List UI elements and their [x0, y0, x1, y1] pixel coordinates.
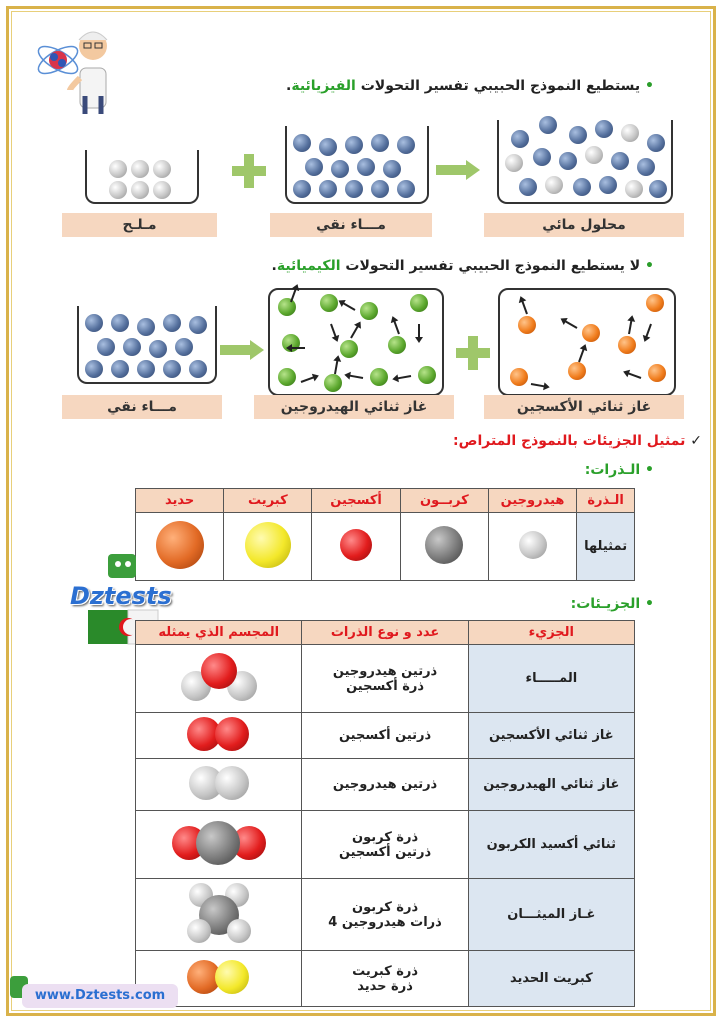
atom-count-line: 4 ذرات هيدروجين [328, 914, 442, 930]
chemical-heading [272, 258, 655, 274]
bullet-icon: • [645, 258, 654, 274]
physical-dot: . [286, 78, 292, 94]
molecule-name: غاز ثنائي الأكسجين [468, 713, 634, 759]
table-row [136, 951, 635, 1007]
oxygen-molecule [187, 715, 251, 753]
section-title-text: تمثيل الجزيئات بالنموذج المتراص: [453, 433, 686, 449]
oxygen-box [498, 288, 676, 396]
hydrogen-label: غاز ثنائي الهيدروجين [254, 395, 454, 419]
water-label: مـــاء نقي [270, 213, 432, 237]
hydrogen-model-cell [136, 759, 302, 811]
atom-count-line: ذرتين هيدروجين [332, 777, 438, 792]
physical-text: يستطيع النموذج الحبيبي تفسير التحولات [355, 78, 641, 94]
atom-oxygen-cell [312, 513, 400, 581]
table-row [136, 713, 635, 759]
table-row [136, 811, 635, 879]
header-atoms: عدد و نوع الذرات [302, 621, 468, 645]
arrow-right-icon [220, 340, 266, 360]
atom-name-sulfur: كبريت [224, 489, 312, 513]
molecules-heading-text: الجزيـئات: [570, 596, 641, 612]
chemical-dot: . [271, 258, 277, 274]
atom-count-cell [302, 759, 468, 811]
carbon-atom [425, 526, 463, 564]
water-label-2: مـــاء نقي [62, 395, 222, 419]
atom-count-line: ذرة كربون [352, 899, 419, 915]
bullet-icon: • [645, 462, 654, 478]
atom-count-cell [302, 879, 468, 951]
plus-icon [456, 336, 490, 370]
table-row [136, 759, 635, 811]
header-molecule: الجزيء [468, 621, 634, 645]
water-beaker-2 [77, 306, 217, 384]
dztests-logo-text: Dztests [70, 582, 172, 610]
solution-beaker [497, 120, 673, 204]
oxygen-label: غاز ثنائي الأكسجين [484, 395, 684, 419]
scientist-mascot [30, 18, 120, 118]
chemical-text: لا يستطيع النموذج الحبيبي تفسير التحولات [340, 258, 641, 274]
oxygen-model-cell [136, 713, 302, 759]
water-beaker [285, 126, 429, 204]
hydrogen-molecule [189, 763, 249, 803]
atom-count-cell [302, 951, 468, 1007]
check-icon: ✓ [690, 433, 702, 449]
atom-count-line: ذرتين أكسجين [338, 844, 432, 860]
atom-count-cell [302, 811, 468, 879]
bullet-icon: • [645, 78, 654, 94]
iron-sulfide-molecule [187, 958, 251, 996]
molecule-name: المـــــاء [468, 645, 634, 713]
atom-count-line: ذرة أكسجين [346, 678, 425, 694]
atoms-table [135, 488, 635, 581]
water-model-cell [136, 645, 302, 713]
plus-icon [232, 154, 266, 188]
atom-hydrogen-cell [488, 513, 576, 581]
water-molecule [179, 649, 259, 705]
arrow-right-icon [436, 160, 482, 180]
co2-molecule [172, 821, 266, 865]
table-row [136, 645, 635, 713]
molecule-name: ثنائي أكسيد الكربون [468, 811, 634, 879]
co2-model-cell [136, 811, 302, 879]
bullet-icon: • [645, 596, 654, 612]
atom-sulfur-cell [224, 513, 312, 581]
atom-name-oxygen: أكسجين [312, 489, 400, 513]
atom-count-line: ذرة كربون [352, 829, 419, 845]
physical-heading [286, 78, 654, 94]
atom-name-carbon: كربــون [400, 489, 488, 513]
atom-count-line: ذرة حديد [357, 978, 413, 994]
molecule-name: غاز ثنائي الهيدروجين [468, 759, 634, 811]
salt-beaker [85, 150, 199, 204]
atom-count-line: ذرة كبريت [352, 963, 419, 979]
hydrogen-box [268, 288, 444, 396]
sulfur-atom [245, 522, 291, 568]
physical-highlight: الفيزيائية [291, 78, 356, 94]
methane-model-cell [136, 879, 302, 951]
chemical-highlight: الكيميائية [276, 258, 341, 274]
solution-label: محلول مائي [484, 213, 684, 237]
atom-count-line: ذرتين هيدروجين [332, 663, 438, 679]
footer-url[interactable]: www.Dztests.com [22, 984, 178, 1008]
atom-count-cell [302, 713, 468, 759]
hydrogen-atom [519, 531, 547, 559]
atom-header-label: الـذرة [577, 489, 635, 513]
atom-count-line: ذرتين أكسجين [338, 728, 432, 743]
atom-name-hydrogen: هيدروجين [488, 489, 576, 513]
atoms-heading-text: الـذرات: [584, 462, 641, 478]
section-title [453, 433, 702, 449]
molecules-table [135, 620, 635, 1007]
molecules-heading [571, 596, 654, 612]
atom-name-iron: حديد [136, 489, 224, 513]
methane-molecule [185, 881, 253, 945]
table-row [136, 879, 635, 951]
oxygen-atom [340, 529, 372, 561]
header-model: المجسم الذي يمثله [136, 621, 302, 645]
atom-carbon-cell [400, 513, 488, 581]
salt-label: مـلـح [62, 213, 217, 237]
atom-count-cell [302, 645, 468, 713]
atom-row-label: تمثيلها [577, 513, 635, 581]
molecule-name: كبريت الحديد [468, 951, 634, 1007]
molecule-name: غـاز الميثـــان [468, 879, 634, 951]
atoms-heading [585, 462, 654, 478]
